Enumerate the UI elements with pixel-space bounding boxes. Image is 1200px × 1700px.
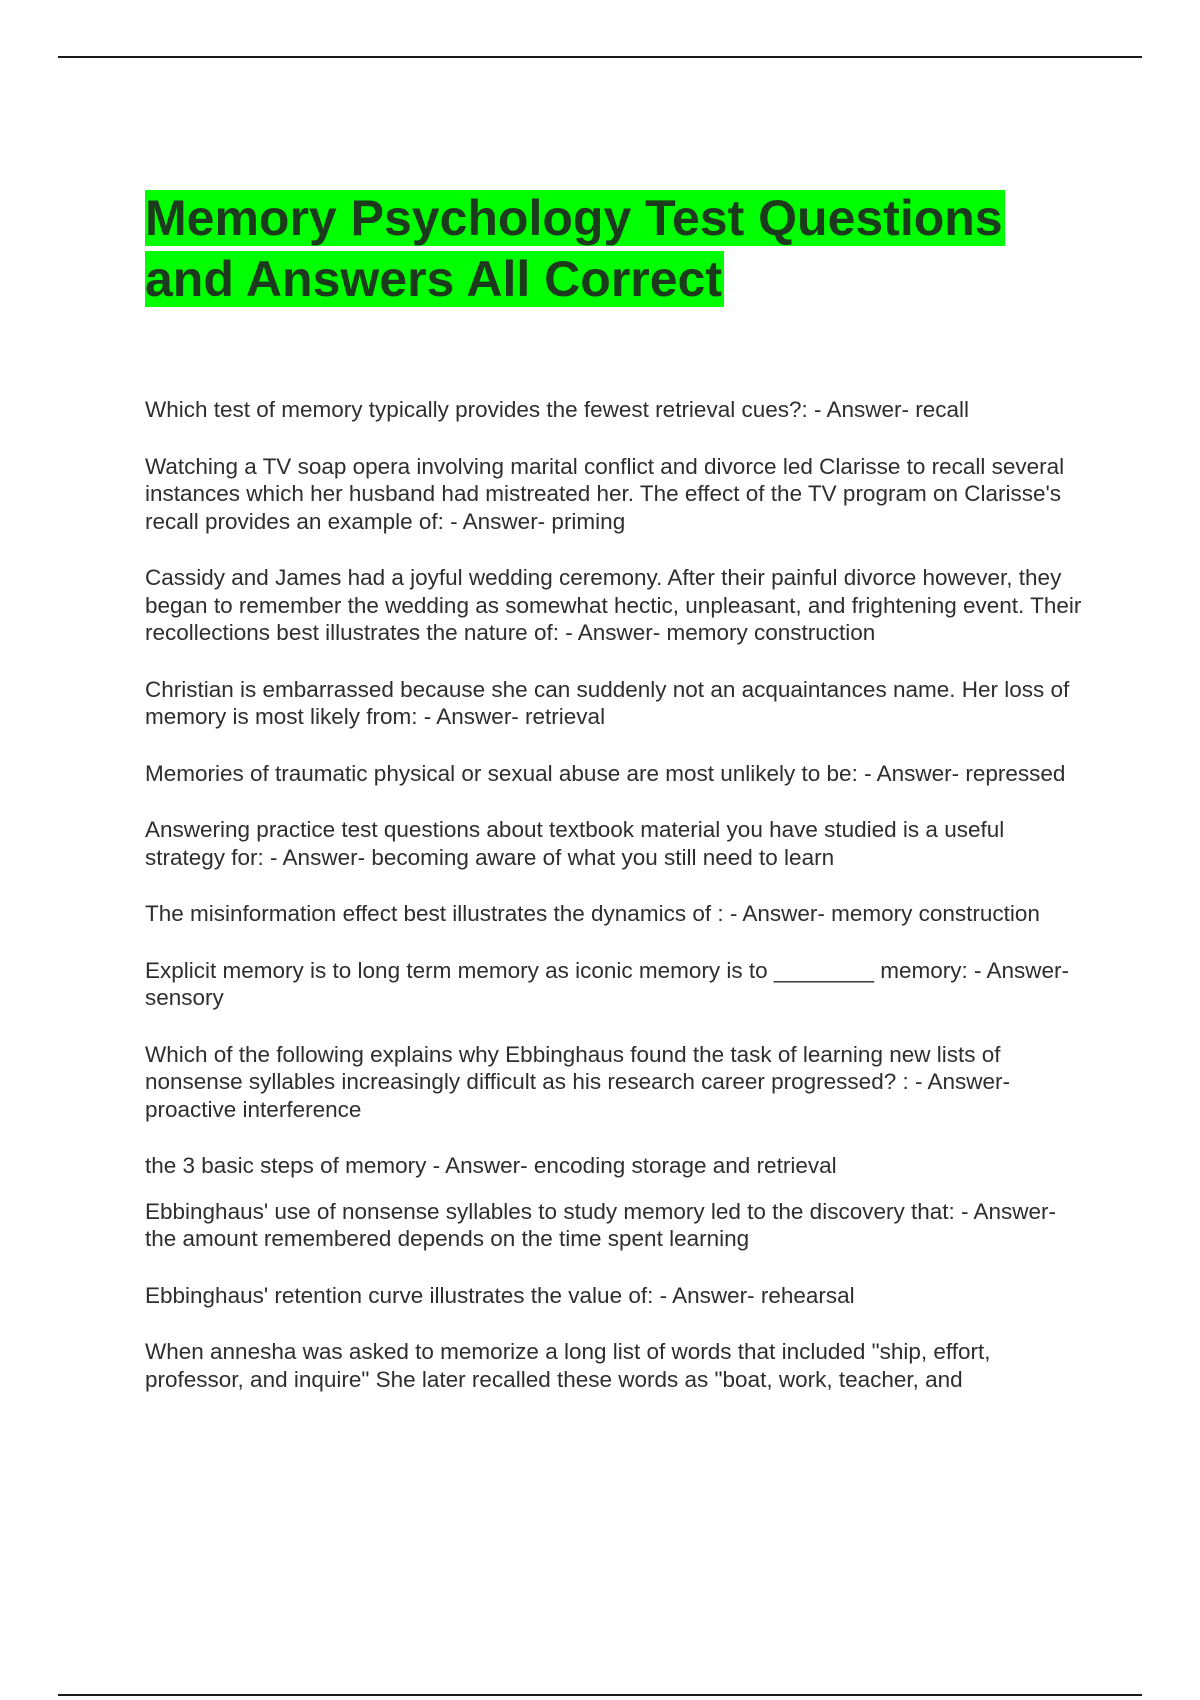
qa-item: Watching a TV soap opera involving marital conflict and divorce led Clarisse to recall several instances which her husband had mistreated her. The effect of the TV program on Clarisse's recall provides an example of: - Answer- priming	[145, 453, 1065, 534]
qa-item: When annesha was asked to memorize a long list of words that included "ship, effort, professor, and inquire" She later recalled these words as "boat, work, teacher, and	[145, 1339, 991, 1392]
qa-item: The misinformation effect best illustrates the dynamics of : - Answer- memory construction	[145, 901, 1040, 926]
qa-item: Which test of memory typically provides the fewest retrieval cues?: - Answer- recall	[145, 397, 970, 422]
qa-item: Christian is embarrassed because she can suddenly not an acquaintances name. Her loss of memory is most likely from: - Answer- retrieval	[145, 676, 1070, 729]
title-line-1: Memory Psychology Test Questions	[145, 190, 1003, 246]
qa-item: Explicit memory is to long term memory as iconic memory is to ________ memory: - Answer- sensory	[145, 957, 1070, 1010]
document-body	[145, 188, 1085, 1422]
qa-item: Memories of traumatic physical or sexual abuse are most unlikely to be: - Answer- repressed	[145, 760, 1066, 786]
header-rule	[58, 56, 1142, 58]
qa-list	[145, 396, 1085, 1393]
footer-rule	[58, 1694, 1142, 1696]
title-line-2: and Answers All Correct	[145, 251, 723, 307]
qa-item: Ebbinghaus' retention curve illustrates the value of: - Answer- rehearsal	[145, 1282, 855, 1308]
document-title	[145, 188, 1085, 310]
qa-item: Which of the following explains why Ebbinghaus found the task of learning new lists of nonsense syllables increasingly difficult as his research career progressed? : - Answer- proactive interference	[145, 1041, 1010, 1122]
qa-item: the 3 basic steps of memory - Answer- encoding storage and retrieval	[145, 1153, 837, 1178]
qa-item: Cassidy and James had a joyful wedding ceremony. After their painful divorce however, they began to remember the wedding as somewhat hectic, unpleasant, and frightening event. Their recollections best illustrates the nature of: - Answer- memory construction	[145, 565, 1082, 645]
qa-item: Ebbinghaus' use of nonsense syllables to study memory led to the discovery that: - Answer- the amount remembered depends on the time spent learning	[145, 1198, 1057, 1251]
qa-item: Answering practice test questions about textbook material you have studied is a useful strategy for: - Answer- becoming aware of what you still need to learn	[145, 817, 1005, 870]
